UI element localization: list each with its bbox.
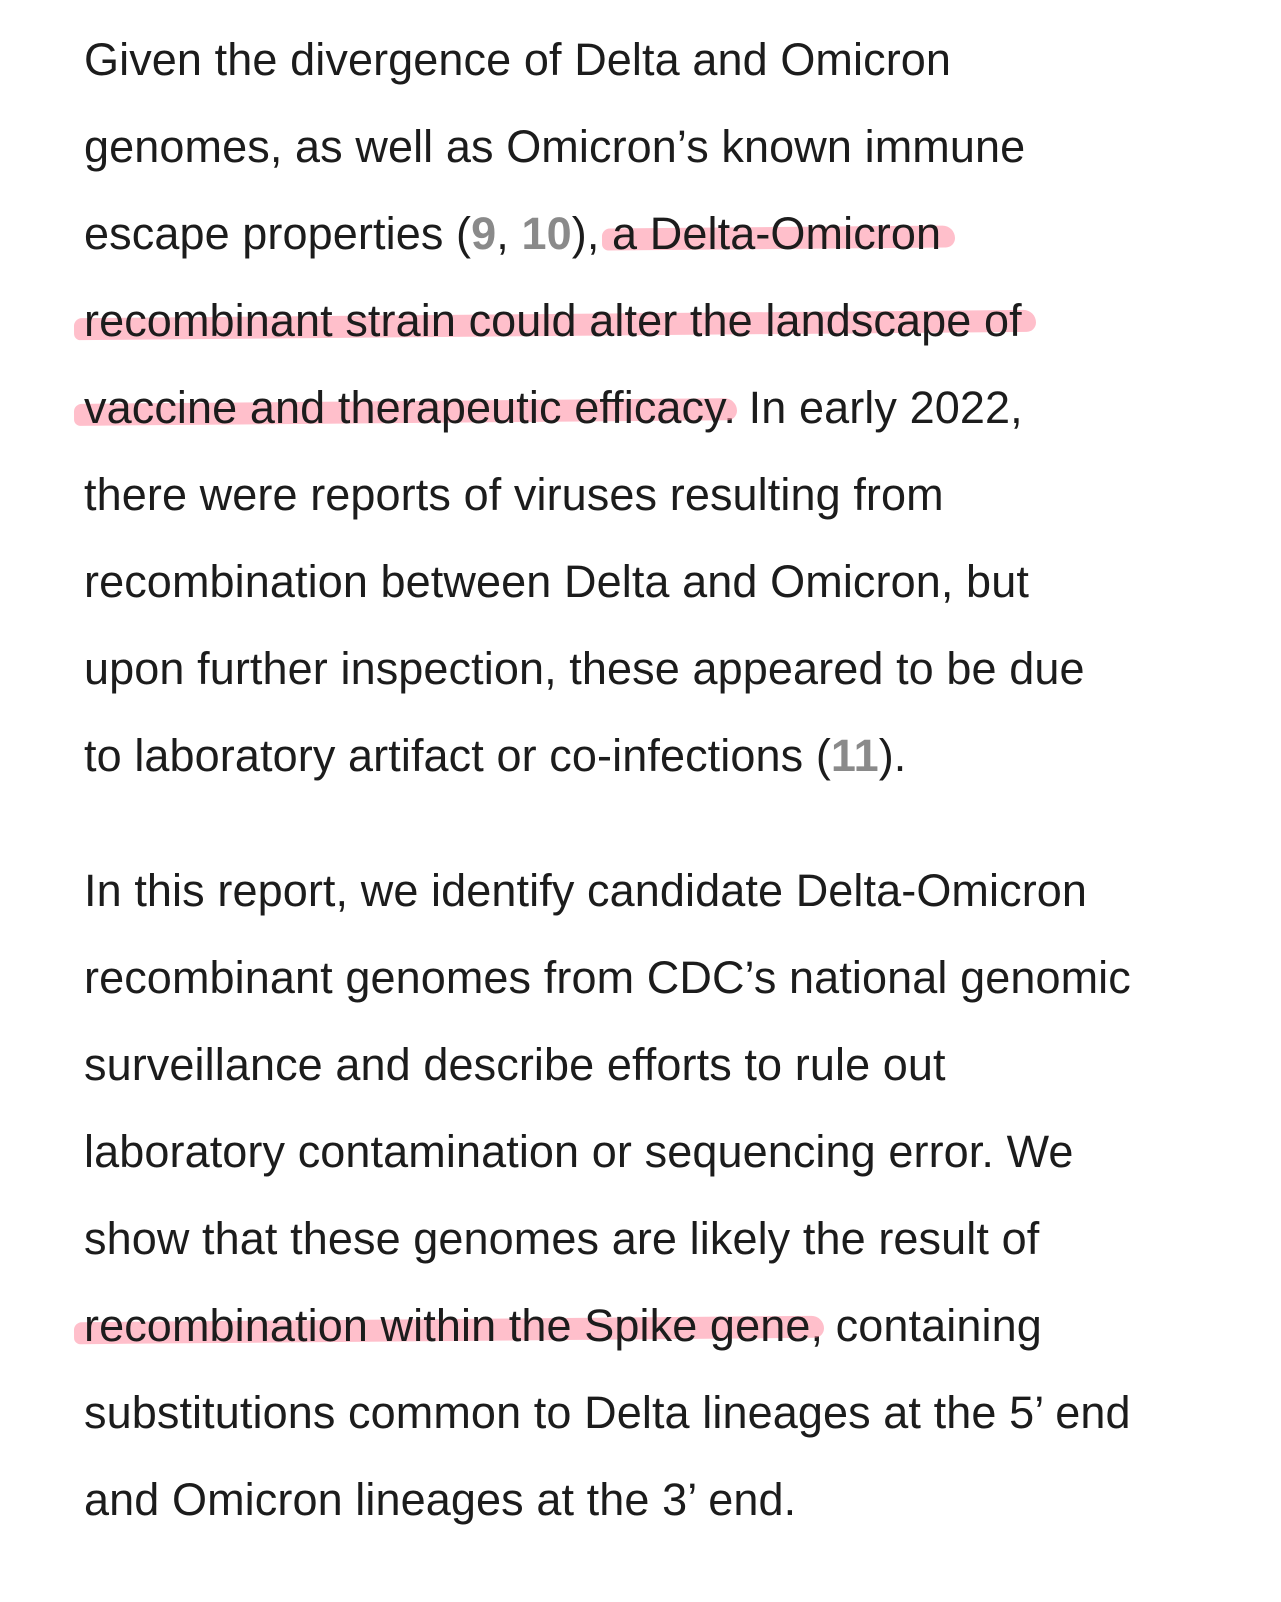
line-text: surveillance and describe efforts to rule out (84, 1039, 946, 1090)
line-text: show that these genomes are likely the result of (84, 1213, 1040, 1264)
text-line (84, 276, 1022, 365)
text-line (84, 450, 944, 539)
line-text: recombination between Delta and Omicron, but (84, 556, 1029, 607)
highlighted-text: a Delta-Omicron (612, 208, 942, 259)
text-line (84, 846, 1087, 935)
highlighted-text: recombination within the Spike gene (84, 1300, 811, 1351)
text-line (84, 1281, 1042, 1370)
line-text: to laboratory artifact or co-infections ( (84, 730, 831, 781)
text-line (84, 363, 1023, 452)
text-line (84, 1455, 796, 1544)
line-text: recombinant genomes from CDC’s national genomic (84, 952, 1131, 1003)
line-text: upon further inspection, these appeared to be due (84, 643, 1085, 694)
line-text: ), (571, 208, 600, 259)
line-text: genomes, as well as Omicron’s known immune (84, 121, 1026, 172)
line-text: . In early 2022, (723, 382, 1023, 433)
line-text: laboratory contamination or sequencing error. We (84, 1126, 1074, 1177)
text-line (84, 102, 1025, 191)
text-line (84, 189, 941, 278)
line-text: , (496, 208, 522, 259)
text-line (84, 933, 1131, 1022)
text-line (84, 1020, 946, 1109)
line-text: substitutions common to Delta lineages at the 5’ end (84, 1387, 1131, 1438)
line-text: , containing (810, 1300, 1042, 1351)
highlighted-text: vaccine and therapeutic efficacy (84, 382, 724, 433)
reference-link-9[interactable]: 9 (471, 208, 497, 259)
text-line (84, 711, 906, 800)
line-text: In this report, we identify candidate Delta-Omicron (84, 865, 1088, 916)
text-line (84, 15, 951, 104)
line-text: and Omicron lineages at the 3’ end. (84, 1474, 797, 1525)
text-line (84, 1194, 1039, 1283)
reference-link-11[interactable]: 11 (830, 730, 879, 781)
line-text: escape properties ( (84, 208, 472, 259)
reference-link-10[interactable]: 10 (521, 208, 572, 259)
text-line (84, 624, 1085, 713)
text-line (84, 537, 1029, 626)
text-line (84, 1107, 1074, 1196)
line-text: Given the divergence of Delta and Omicron (84, 34, 952, 85)
line-text: ). (878, 730, 907, 781)
highlighted-text: recombinant strain could alter the landscape of (84, 295, 1022, 346)
line-text: there were reports of viruses resulting from (84, 469, 944, 520)
text-line (84, 1368, 1131, 1457)
